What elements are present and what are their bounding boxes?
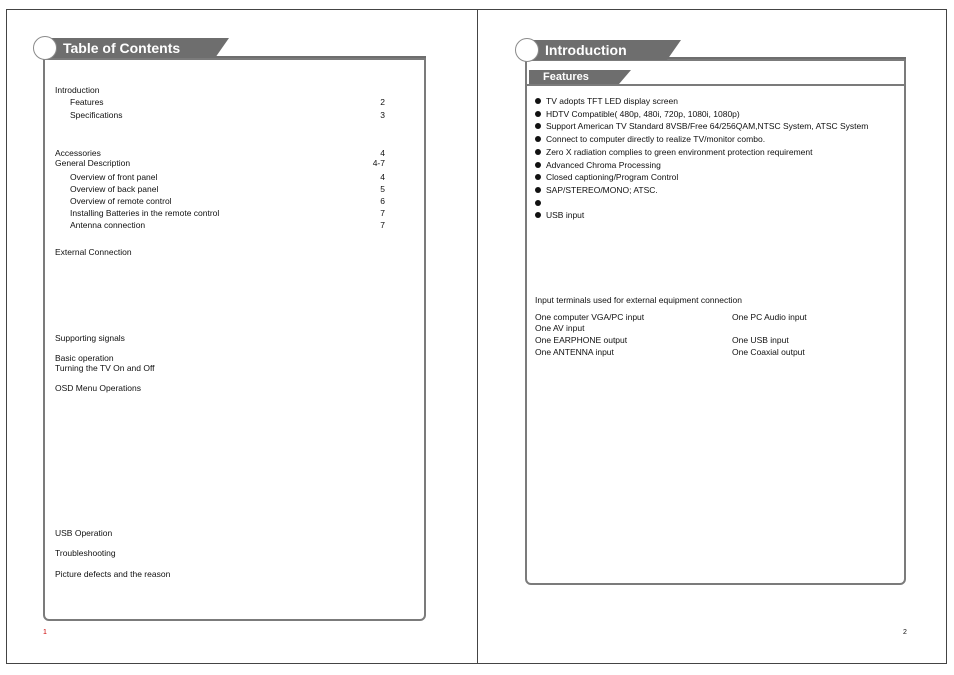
feature-text: Closed captioning/Program Control: [546, 172, 679, 183]
toc-entry-label: Overview of remote control: [70, 196, 172, 206]
circle-icon: [33, 36, 57, 60]
toc-entry-page: 7: [380, 220, 385, 230]
toc-entry: [55, 528, 385, 539]
toc-entry: [55, 333, 385, 344]
input-terminal-left: One computer VGA/PC input: [535, 312, 645, 322]
toc-entry-page: 6: [380, 196, 385, 206]
toc-entry: [55, 220, 385, 231]
feature-text: HDTV Compatible( 480p, 480i, 720p, 1080i, 1080p): [546, 108, 740, 119]
page-number-left: 1: [43, 629, 47, 636]
toc-entry: [55, 196, 385, 207]
toc-entry-label: OSD Menu Operations: [55, 383, 141, 393]
toc-entry-label: Accessories: [55, 148, 101, 158]
page-divider: [477, 9, 478, 664]
toc-entry-label: Introduction: [55, 85, 100, 95]
input-terminal-left: One ANTENNA input: [535, 347, 614, 357]
toc-entry-label: Specifications: [70, 110, 123, 120]
toc-entry: [55, 383, 385, 394]
toc-entry-page: 4: [380, 148, 385, 158]
bullet-icon: [535, 162, 541, 168]
feature-text: Support American TV Standard 8VSB/Free 64/256QAM,NTSC System, ATSC System: [546, 121, 869, 132]
toc-entry: [55, 172, 385, 183]
toc-entry: [55, 363, 385, 374]
toc-entry-page: 5: [380, 184, 385, 194]
input-terminal-left: One EARPHONE output: [535, 335, 628, 345]
page-number-right: 2: [903, 629, 907, 636]
bullet-icon: [535, 200, 541, 206]
toc-entry: [55, 97, 385, 108]
toc-entry: [55, 569, 385, 580]
toc-entry-label: External Connection: [55, 247, 132, 257]
feature-text: TV adopts TFT LED display screen: [546, 96, 678, 106]
toc-entry-label: USB Operation: [55, 528, 113, 538]
feature-text: Connect to computer directly to realize TV/monitor combo.: [546, 134, 766, 145]
toc-entry-label: Basic operation: [55, 353, 114, 363]
bullet-icon: [535, 187, 541, 193]
toc-entry-page: 4-7: [372, 158, 385, 168]
toc-entry-label: Overview of front panel: [70, 172, 158, 182]
bullet-icon: [535, 111, 541, 117]
feature-text: SAP/STEREO/MONO; ATSC.: [546, 184, 658, 195]
toc-title: Table of Contents: [63, 40, 181, 56]
toc-entry: [55, 247, 385, 258]
toc-entry-page: 7: [380, 208, 385, 218]
features-subtitle: Features: [543, 71, 589, 83]
bullet-icon: [535, 149, 541, 155]
toc-entry-label: Installing Batteries in the remote control: [70, 208, 220, 218]
intro-title: Introduction: [545, 42, 627, 58]
feature-text: Zero X radiation complies to green environment protection requirement: [546, 146, 813, 157]
input-terminal-right: One PC Audio input: [732, 312, 807, 322]
toc-entry: [55, 158, 385, 169]
toc-entry-label: Supporting signals: [55, 333, 125, 343]
feature-text: USB input: [546, 210, 585, 221]
toc-entry-label: Troubleshooting: [55, 548, 116, 558]
toc-entry-label: General Description: [55, 158, 131, 168]
bullet-icon: [535, 98, 541, 104]
toc-entry: [55, 85, 385, 96]
toc-entry: [55, 548, 385, 559]
toc-title-tab: [45, 38, 215, 58]
input-terminal-left: One AV input: [535, 323, 585, 333]
toc-entry-label: Turning the TV On and Off: [55, 363, 155, 373]
feature-text: Advanced Chroma Processing: [546, 159, 661, 170]
intro-title-tab: [527, 40, 667, 60]
circle-icon: [515, 38, 539, 62]
toc-entry-label: Overview of back panel: [70, 184, 159, 194]
toc-entry-label: Picture defects and the reason: [55, 569, 171, 579]
input-terminal-right: One USB input: [732, 335, 789, 345]
toc-entry: [55, 208, 385, 219]
toc-entry-page: 3: [380, 110, 385, 120]
toc-entry-page: 2: [380, 97, 385, 107]
toc-entry: [55, 110, 385, 121]
toc-entry-label: Antenna connection: [70, 220, 146, 230]
features-subtab: [529, 70, 619, 84]
inputs-heading: Input terminals used for external equipment connection: [535, 295, 742, 305]
toc-entry: [55, 184, 385, 195]
input-terminal-right: One Coaxial output: [732, 347, 805, 357]
toc-entry-page: 4: [380, 172, 385, 182]
toc-entry-label: Features: [70, 97, 104, 107]
